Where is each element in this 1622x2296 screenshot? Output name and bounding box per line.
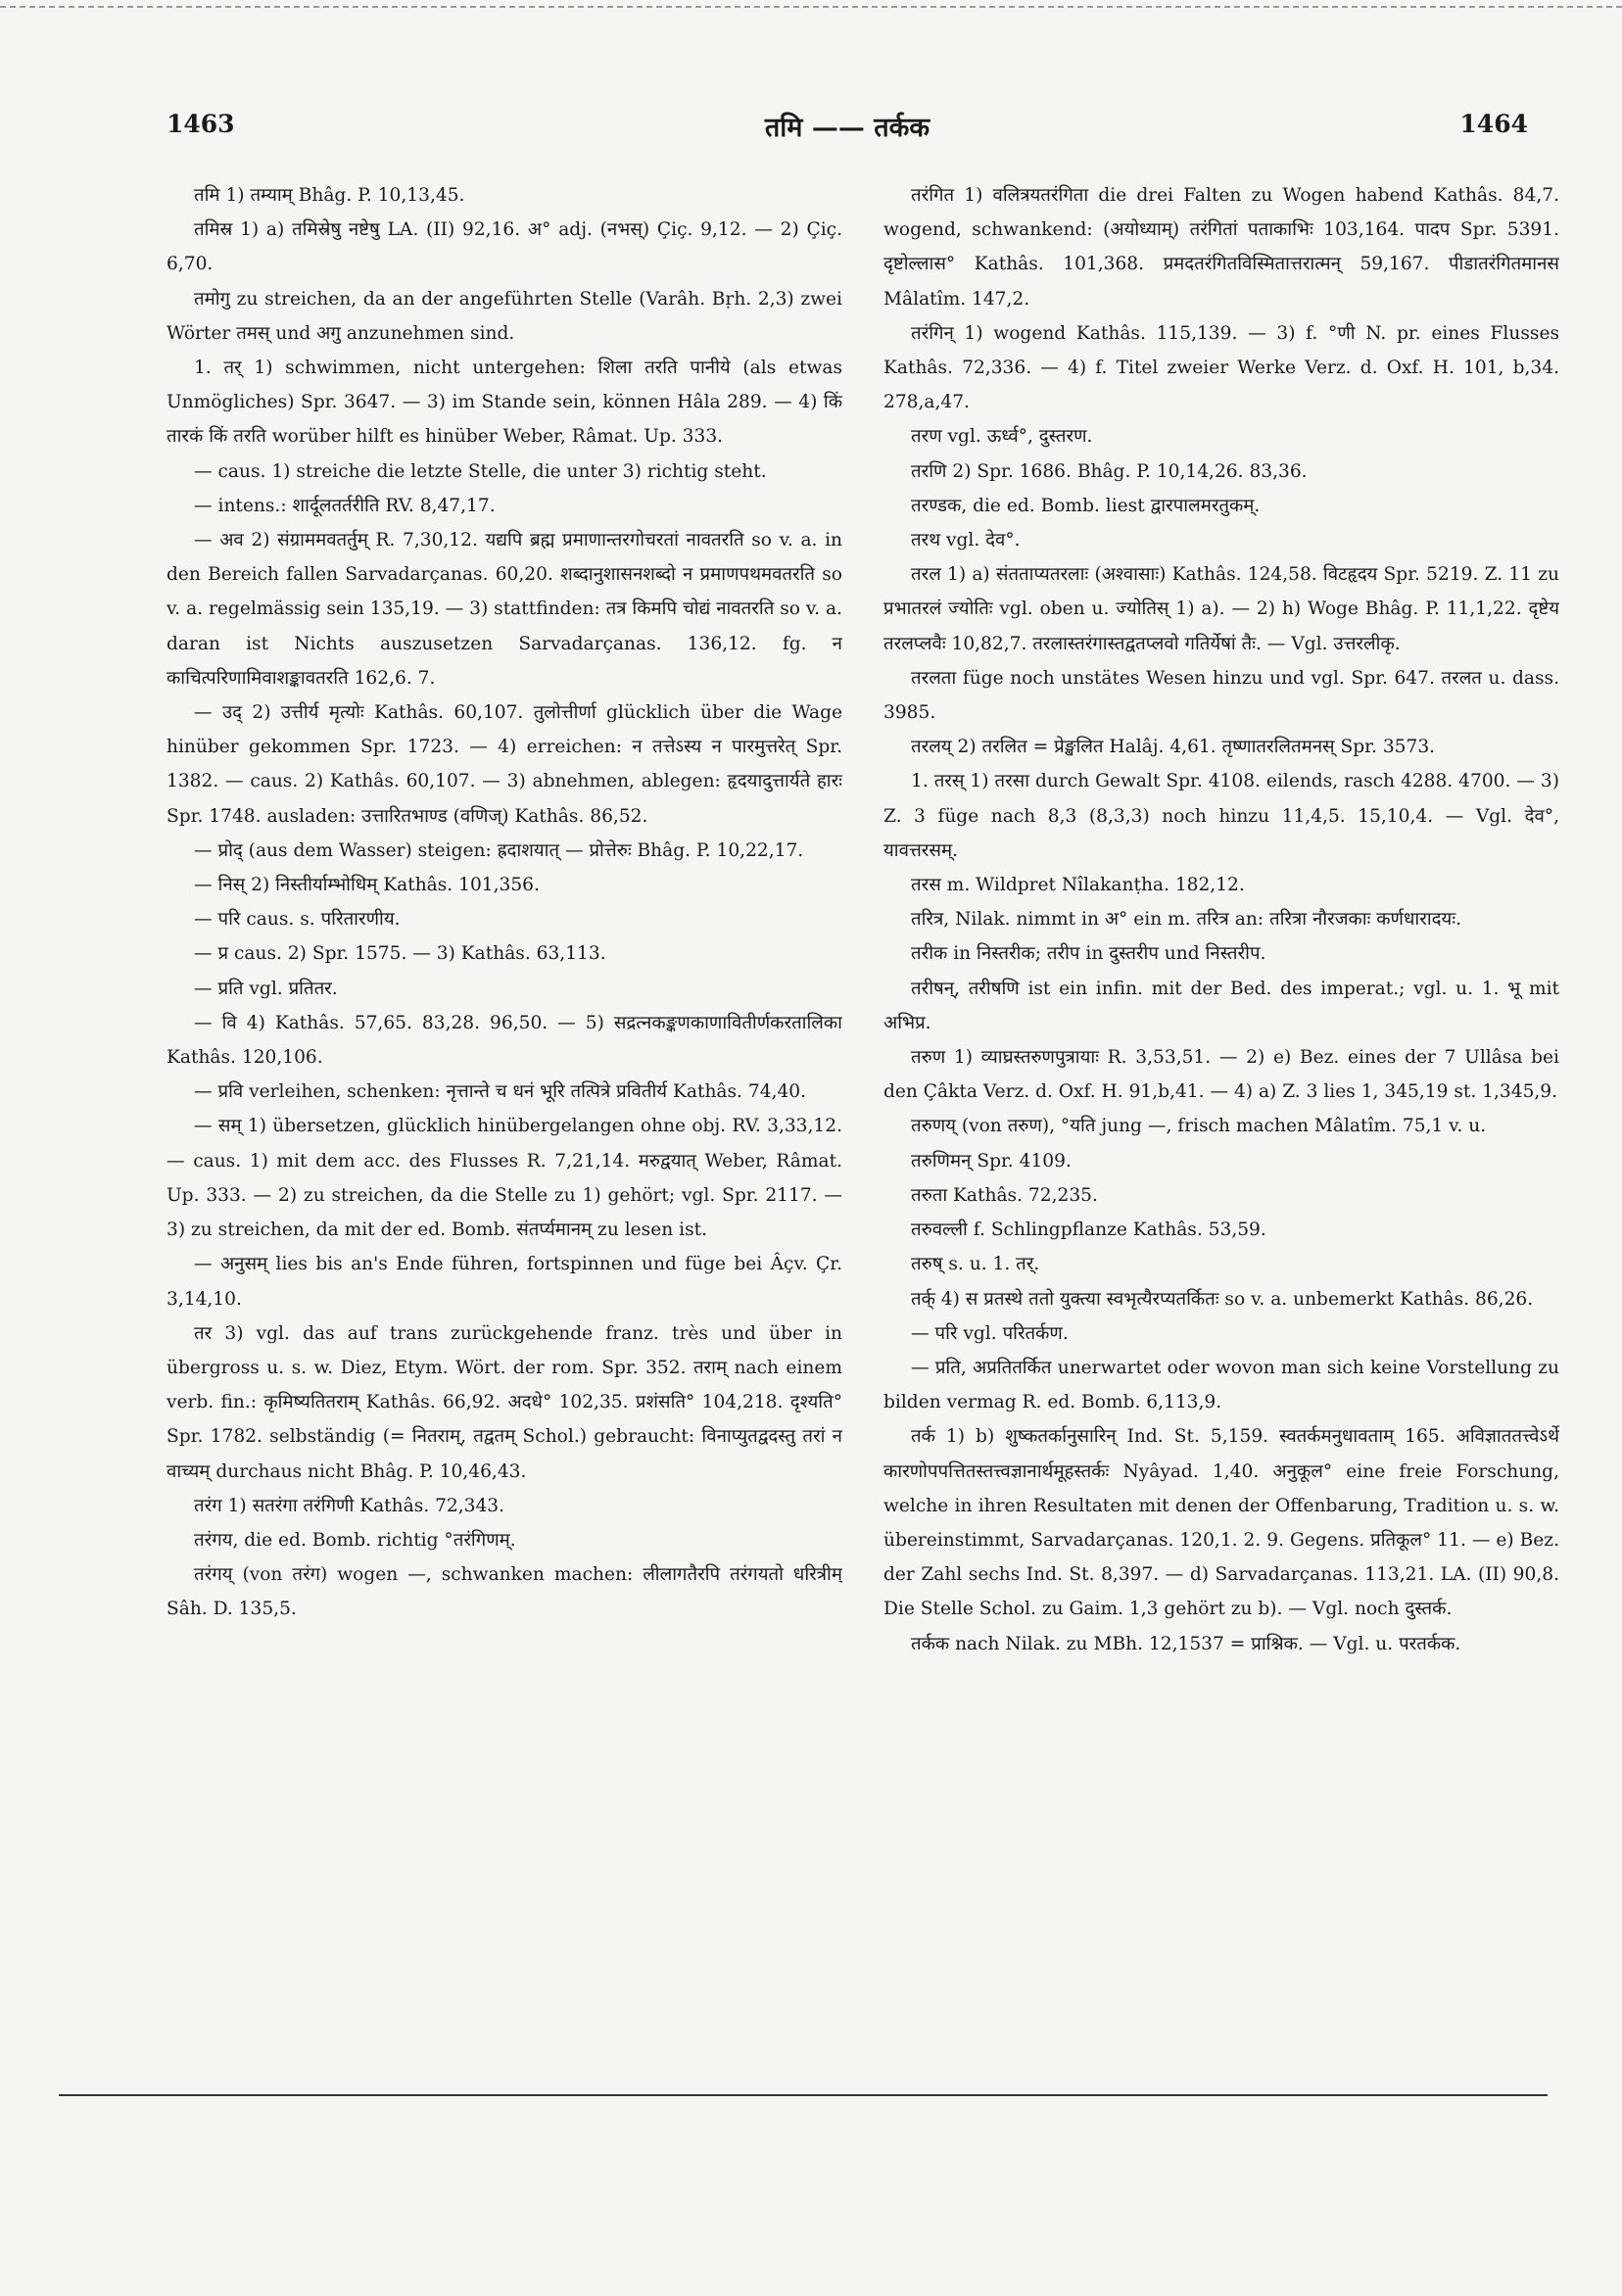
entry: — प्रति vgl. प्रतितर. [194,978,338,999]
entry: तरंगय् (von तरंग) wogen —, schwanken machen: लीलागतैरपि तरंगयतो धरित्रीम् Sâh. D. 135,5. [167,1564,842,1620]
entry: तरुवल्ली f. Schlingpflanze Kathâs. 53,59. [911,1220,1266,1241]
entry: तरुता Kathâs. 72,235. [911,1184,1098,1206]
running-title: तमि —— तर्कक [764,113,930,143]
entry: तमोगु zu streichen, da an der angeführten Stelle (Varâh. Bṛh. 2,3) zwei Wörter तमस् und अगु anzunehmen sind. [167,288,842,344]
entry: तरण vgl. ऊर्ध्व°, दुस्तरण. [911,426,1093,448]
right-column [883,178,1559,2069]
entry: — प्रति, अप्रतितर्कित unerwartet oder wovon man sich keine Vorstellung zu bilden vermag R. ed. Bomb. 6,113,9. [883,1357,1559,1413]
entry: — प्रोद् (aus dem Wasser) steigen: ह्रदाशयात् — प्रोत्तेरुः Bhâg. P. 10,22,17. [194,839,804,861]
entry: तर्कक nach Nilak. zu MBh. 12,1537 = प्राश्निक. — Vgl. u. परतर्कक. [911,1633,1461,1654]
entry: तरीक in निस्तरीक; तरीप in दुस्तरीप und निस्तरीप. [911,943,1266,965]
page-number-right: 1464 [1459,110,1528,138]
entry: — प्रवि verleihen, schenken: नृत्तान्ते च धनं भूरि तत्पित्रे प्रवितीर्य Kathâs. 74,40. [194,1081,807,1103]
entry: तरुण 1) व्याघ्रस्तरुणपुत्रायाः R. 3,53,51. — 2) e) Bez. eines der 7 Ullâsa bei den Çâkta Verz. d. Oxf. H. 91,b,41. — 4) a) Z. 3 lies 1, 345,19 st. 1,345,9. [883,1047,1559,1103]
entry: — intens.: शार्दूलतर्तरीति RV. 8,47,17. [194,495,496,516]
entry: — caus. 1) streiche die letzte Stelle, die unter 3) richtig steht. [194,460,767,482]
entry: तरीषन्, तरीषणि ist ein infin. mit der Bed. des imperat.; vgl. u. 1. भू mit अभिप्र. [883,978,1559,1033]
entry: तरंग 1) सतरंगा तरंगिणी Kathâs. 72,343. [194,1495,505,1516]
entry: — अव 2) संग्राममवतर्तुम् R. 7,30,12. यद्यपि ब्रह्म प्रमाणान्तरगोचरतां नावतरति so v. a. in den Bereich fallen Sarvadarçanas. 60,20. शब्दानुशासनशब्दो न प्रमाणपथमवतरति so v. a. regelmässig sein 135,19. — 3) stattfinden: तत्र किमपि चोद्यं नावतरति so v. a. daran ist Nichts auszusetzen Sarvadarçanas. 136,12. fg. न काचित्परिणामिवाशङ्कावतरति 162,6. 7. [167,530,842,689]
entry: तरल 1) a) संतताप्यतरलाः (अश्वासाः) Kathâs. 124,58. विटहृदय Spr. 5219. Z. 11 zu प्रभातरलं ज्योतिः vgl. oben u. ज्योतिस् 1) a). — 2) h) Woge Bhâg. P. 11,1,22. दृष्टेय तरलप्लवैः 10,82,7. तरलास्तरंगास्तद्वतप्लवो गतिर्येषां तैः. — Vgl. उत्तरलीकृ. [883,564,1559,654]
entry: — प्र caus. 2) Spr. 1575. — 3) Kathâs. 63,113. [194,943,606,965]
entry: तरित्र, Nilak. nimmt in अ° ein m. तरित्र an: तरित्रा नौरजकाः कर्णधारादयः. [911,909,1461,931]
left-column [167,178,842,2069]
entry: तमि 1) तम्याम् Bhâg. P. 10,13,45. [194,185,465,206]
entry: — उद् 2) उत्तीर्य मृत्योः Kathâs. 60,107. तुलोत्तीर्णा glücklich über die Wage hinüber gekommen Spr. 1723. — 4) erreichen: न तत्तेऽस्य न पारमुत्तरेत् Spr. 1382. — caus. 2) Kathâs. 60,107. — 3) abnehmen, ablegen: हृदयादुत्तार्यते हारः Spr. 1748. ausladen: उत्तारितभाण्ड (वणिज्) Kathâs. 86,52. [167,702,842,827]
entry: — वि 4) Kathâs. 57,65. 83,28. 96,50. — 5) सद्रत्नकङ्कणकाणावितीर्णकरतालिका Kathâs. 120,106. [167,1012,842,1069]
entry: तरंगित 1) वलित्रयतरंगिता die drei Falten zu Wogen habend Kathâs. 84,7. wogend, schwankend: (अयोध्याम्) तरंगितां पताकाभिः 103,164. पादप Spr. 5391. दृष्टोल्लास° Kathâs. 101,368. प्रमदतरंगितविस्मितात्तरात्मन् 59,167. पीडातरंगितमानस Mâlatîm. 147,2. [883,185,1559,310]
entry: — परि vgl. परितर्कण. [911,1322,1069,1344]
entry: तरलता füge noch unstätes Wesen hinzu und vgl. Spr. 647. तरलत u. dass. 3985. [883,667,1559,724]
entry: — अनुसम् lies bis an's Ende führen, fortspinnen und füge bei Âçv. Çr. 3,14,10. [167,1254,842,1310]
entry: तरलय् 2) तरलित = प्रेङ्खलित Halâj. 4,61. तृष्णातरलितमनस् Spr. 3573. [911,737,1436,758]
entry: 1. तर् 1) schwimmen, nicht untergehen: शिला तरति पानीये (als etwas Unmögliches) Spr. 3647. — 3) im Stande sein, können Hâla 289. — 4) किं तारकं किं तरति worüber hilft es hinüber Weber, Râmat. Up. 333. [167,358,842,448]
entry: — सम् 1) übersetzen, glücklich hinübergelangen ohne obj. RV. 3,33,12. — caus. 1) mit dem acc. des Flusses R. 7,21,14. मरुद्वयात् Weber, Râmat. Up. 333. — 2) zu streichen, da die Stelle zu 1) gehört; vgl. Spr. 2117. — 3) zu streichen, da mit der ed. Bomb. संतर्प्यमानम् zu lesen ist. [167,1116,842,1241]
page-header [167,110,1528,153]
entry: तर 3) vgl. das auf trans zurückgehende franz. très und über in übergross u. s. w. Diez, Etym. Wört. der rom. Spr. 352. तराम् nach einem verb. fin.: कृमिष्यतितराम् Kathâs. 66,92. अदधे° 102,35. प्रशंसति° 104,218. दृश्यति° Spr. 1782. selbständig (= नितराम्, तद्वतम् Schol.) gebraucht: विनाप्युतद्वदस्तु तरां न वाच्यम् durchaus nicht Bhâg. P. 10,46,43. [167,1322,842,1482]
entry: — परि caus. s. परितारणीय. [194,909,401,931]
entry: 1. तरस् 1) तरसा durch Gewalt Spr. 4108. eilends, rasch 4288. 4700. — 3) Z. 3 füge nach 8,3 (8,3,3) noch hinzu 11,4,5. 15,10,4. — Vgl. देव°, यावत्तरसम्. [883,771,1559,861]
entry: तरुष् s. u. 1. तर्. [911,1254,1040,1275]
entry: तरथ vgl. देव°. [911,530,1021,551]
entry: तरण्डक, die ed. Bomb. liest द्वारपालमरतुकम्. [911,495,1261,516]
entry: — निस् 2) निस्तीर्याम्भोधिम् Kathâs. 101,356. [194,875,540,896]
entry: तरस m. Wildpret Nîlakanṭha. 182,12. [911,875,1245,896]
entry: तर्क 1) b) शुष्कतर्कानुसारिन् Ind. St. 5,159. स्वतर्कमनुधावताम् 165. अविज्ञाततत्त्वेऽर्थे कारणोपपत्तितस्तत्त्वज्ञानार्थमूहस्तर्कः Nyâyad. 1,40. अनुकूल° eine freie Forschung, welche in ihren Resultaten mit denen der Offenbarung, Tradition u. s. w. übereinstimmt, Sarvadarçanas. 120,1. 2. 9. Gegens. प्रतिकूल° 11. — e) Bez. der Zahl sechs Ind. St. 8,397. — d) Sarvadarçanas. 113,21. LA. (II) 90,8. Die Stelle Schol. zu Gaim. 1,3 gehört zu b). — Vgl. noch दुस्तर्क. [883,1426,1559,1620]
entry: तरणि 2) Spr. 1686. Bhâg. P. 10,14,26. 83,36. [911,460,1308,482]
entry: तरुणिमन् Spr. 4109. [911,1150,1072,1172]
top-edge-line [0,6,1622,8]
entry: तमिस्र 1) a) तमिस्रेषु नष्टेषु LA. (II) 92,16. अ° adj. (नभस्) Çiç. 9,12. — 2) Çiç. 6,70. [167,219,842,275]
page-number-left: 1463 [167,110,235,138]
entry: तरंगिन् 1) wogend Kathâs. 115,139. — 3) f. °णी N. pr. eines Flusses Kathâs. 72,336. — 4) f. Titel zweier Werke Verz. d. Oxf. H. 101, b,34. 278,a,47. [883,322,1559,413]
entry: तरंगय, die ed. Bomb. richtig °तरंगिणम्. [194,1529,516,1551]
entry: तर्क् 4) स प्रतस्थे ततो युक्त्या स्वभृत्यैरप्यतर्कितः so v. a. unbemerkt Kathâs. 86,26. [911,1288,1534,1310]
bottom-rule [59,2094,1548,2096]
entry: तरुणय् (von तरुण), °यति jung —, frisch machen Mâlatîm. 75,1 v. u. [911,1116,1487,1137]
